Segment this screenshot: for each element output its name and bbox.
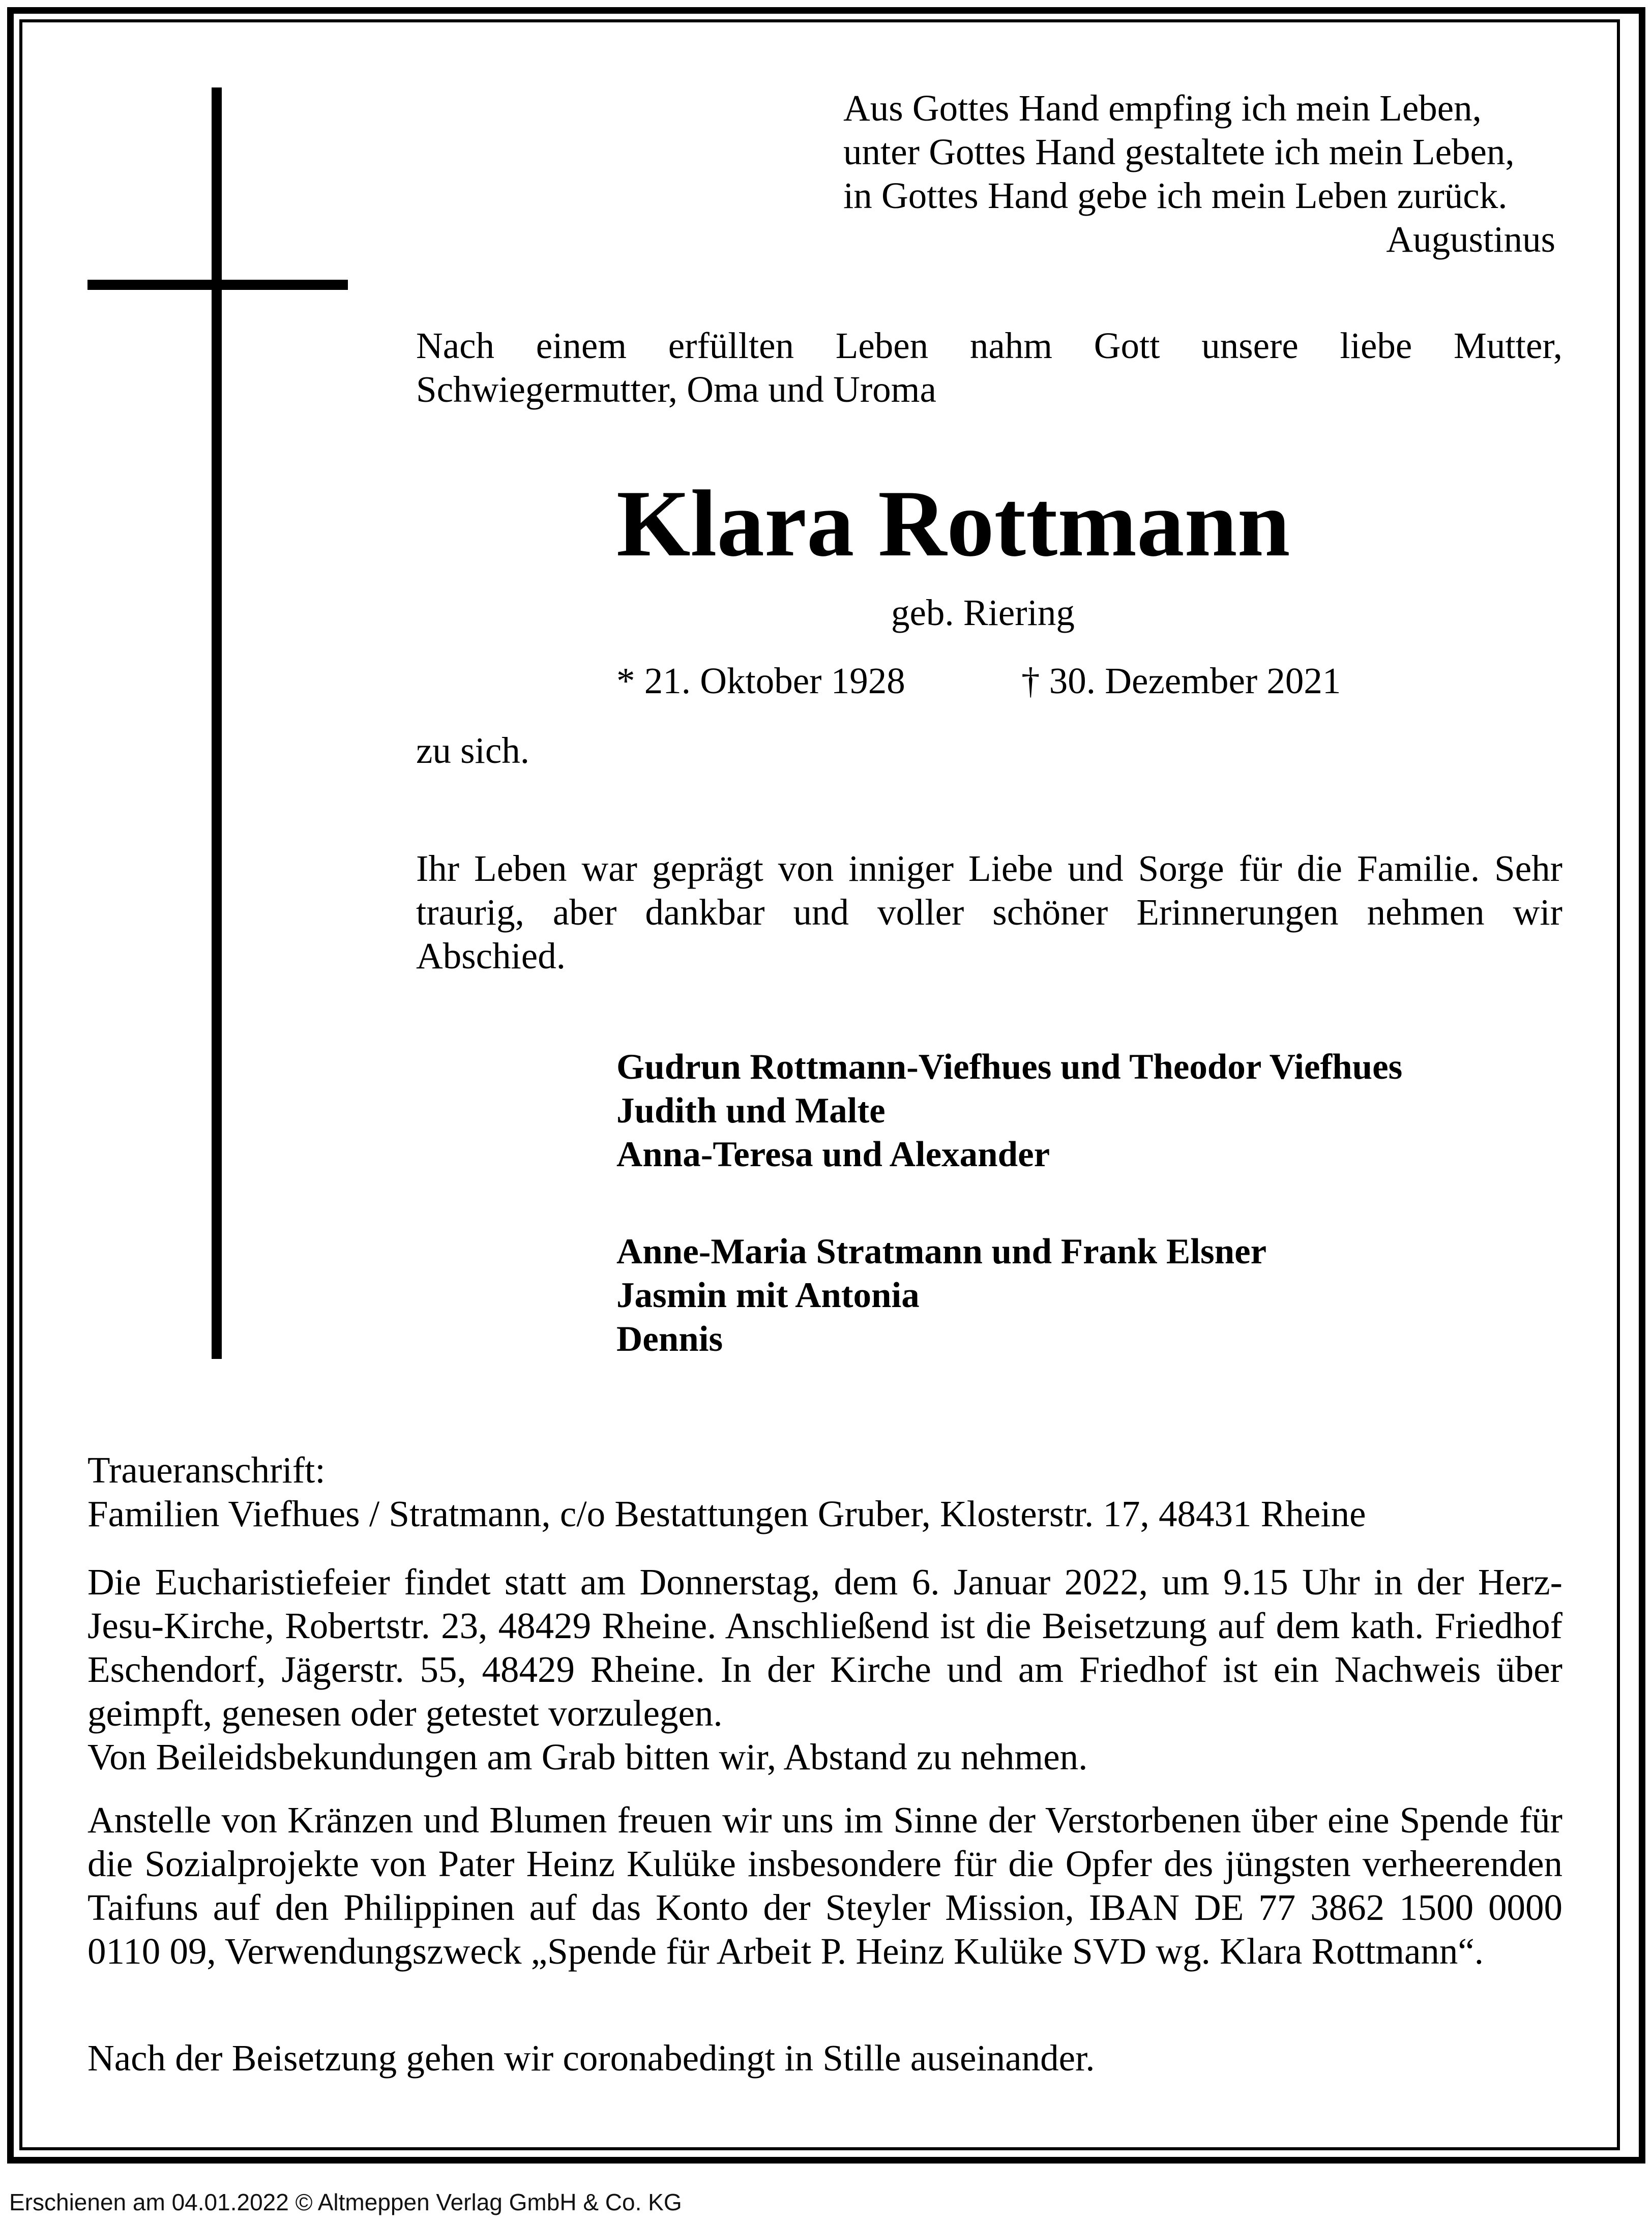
quote-line: in Gottes Hand gebe ich mein Leben zurück. — [843, 175, 1508, 216]
quote-line: unter Gottes Hand gestaltete ich mein Leben, — [843, 131, 1515, 172]
family-group — [616, 1230, 1266, 1361]
address-value: Familien Viefhues / Stratmann, c/o Bestattungen Gruber, Klosterstr. 17, 48431 Rheine — [87, 1493, 1366, 1534]
closing-text: Nach der Beisetzung gehen wir coronabedingt in Stille auseinander. — [87, 2037, 1095, 2079]
family-member: Anna-Teresa und Alexander — [616, 1135, 1050, 1174]
family-member: Gudrun Rottmann-Viefhues und Theodor Viefhues — [616, 1047, 1403, 1087]
publication-footer: Erschienen am 04.01.2022 © Altmeppen Verlag GmbH & Co. KG — [9, 2189, 682, 2215]
donation-text: Anstelle von Kränzen und Blumen freuen wir uns im Sinne der Verstorbenen über eine Spende für die Sozialprojekte von Pater Heinz Kulüke insbesondere für die Opfer des jüngsten verheerenden Taifuns auf den Philippinen auf das Konto der Steyler Mission, IBAN DE 77 3862 1500 0000 0110 09, Verwendungszweck „Spende für Arbeit P. Heinz Kulüke SVD wg. Klara Rottmann“. — [87, 1799, 1562, 1972]
family-member: Judith und Malte — [616, 1091, 886, 1131]
cross-icon-bar — [87, 280, 348, 290]
family-member: Dennis — [616, 1319, 723, 1359]
mourning-address — [87, 1448, 1562, 1536]
family-member: Jasmin mit Antonia — [616, 1276, 920, 1315]
cross-icon — [212, 87, 222, 1359]
life-text: Ihr Leben war geprägt von inniger Liebe und Sorge für die Familie. Sehr traurig, aber dankbar und voller schöner Erinnerungen nehmen wir Abschied. — [416, 848, 1562, 976]
intro-text: Nach einem erfüllten Leben nahm Gott unsere liebe Mutter, Schwiegermutter, Oma und Uroma — [416, 325, 1562, 410]
deceased-name: Klara Rottmann — [616, 471, 1290, 576]
family-member: Anne-Maria Stratmann und Frank Elsner — [616, 1232, 1267, 1271]
condolence-text: Von Beileidsbekundungen am Grab bitten wir, Abstand zu nehmen. — [87, 1736, 1088, 1777]
quote-line: Aus Gottes Hand empfing ich mein Leben, — [843, 87, 1482, 129]
zu-sich-text: zu sich. — [416, 730, 529, 771]
birth-name: geb. Riering — [891, 592, 1075, 633]
birth-date: * 21. Oktober 1928 — [616, 660, 905, 701]
service-text: Die Eucharistiefeier findet statt am Donnerstag, dem 6. Januar 2022, um 9.15 Uhr in der Herz-Jesu-Kirche, Robertstr. 23, 48429 Rheine. Anschließend ist die Beisetzung auf dem kath. Friedhof Eschendorf, Jägerstr. 55, 48429 Rheine. In der Kirche und am Friedhof ist ein Nachweis über geimpft, genesen oder getestet vorzulegen. — [87, 1561, 1562, 1734]
family-group — [616, 1045, 1402, 1176]
quote-author: Augustinus — [1386, 219, 1555, 260]
service-info — [87, 1560, 1562, 1779]
death-date: † 30. Dezember 2021 — [1021, 660, 1341, 701]
bible-quote — [843, 86, 1555, 261]
address-label: Traueranschrift: — [87, 1449, 326, 1491]
